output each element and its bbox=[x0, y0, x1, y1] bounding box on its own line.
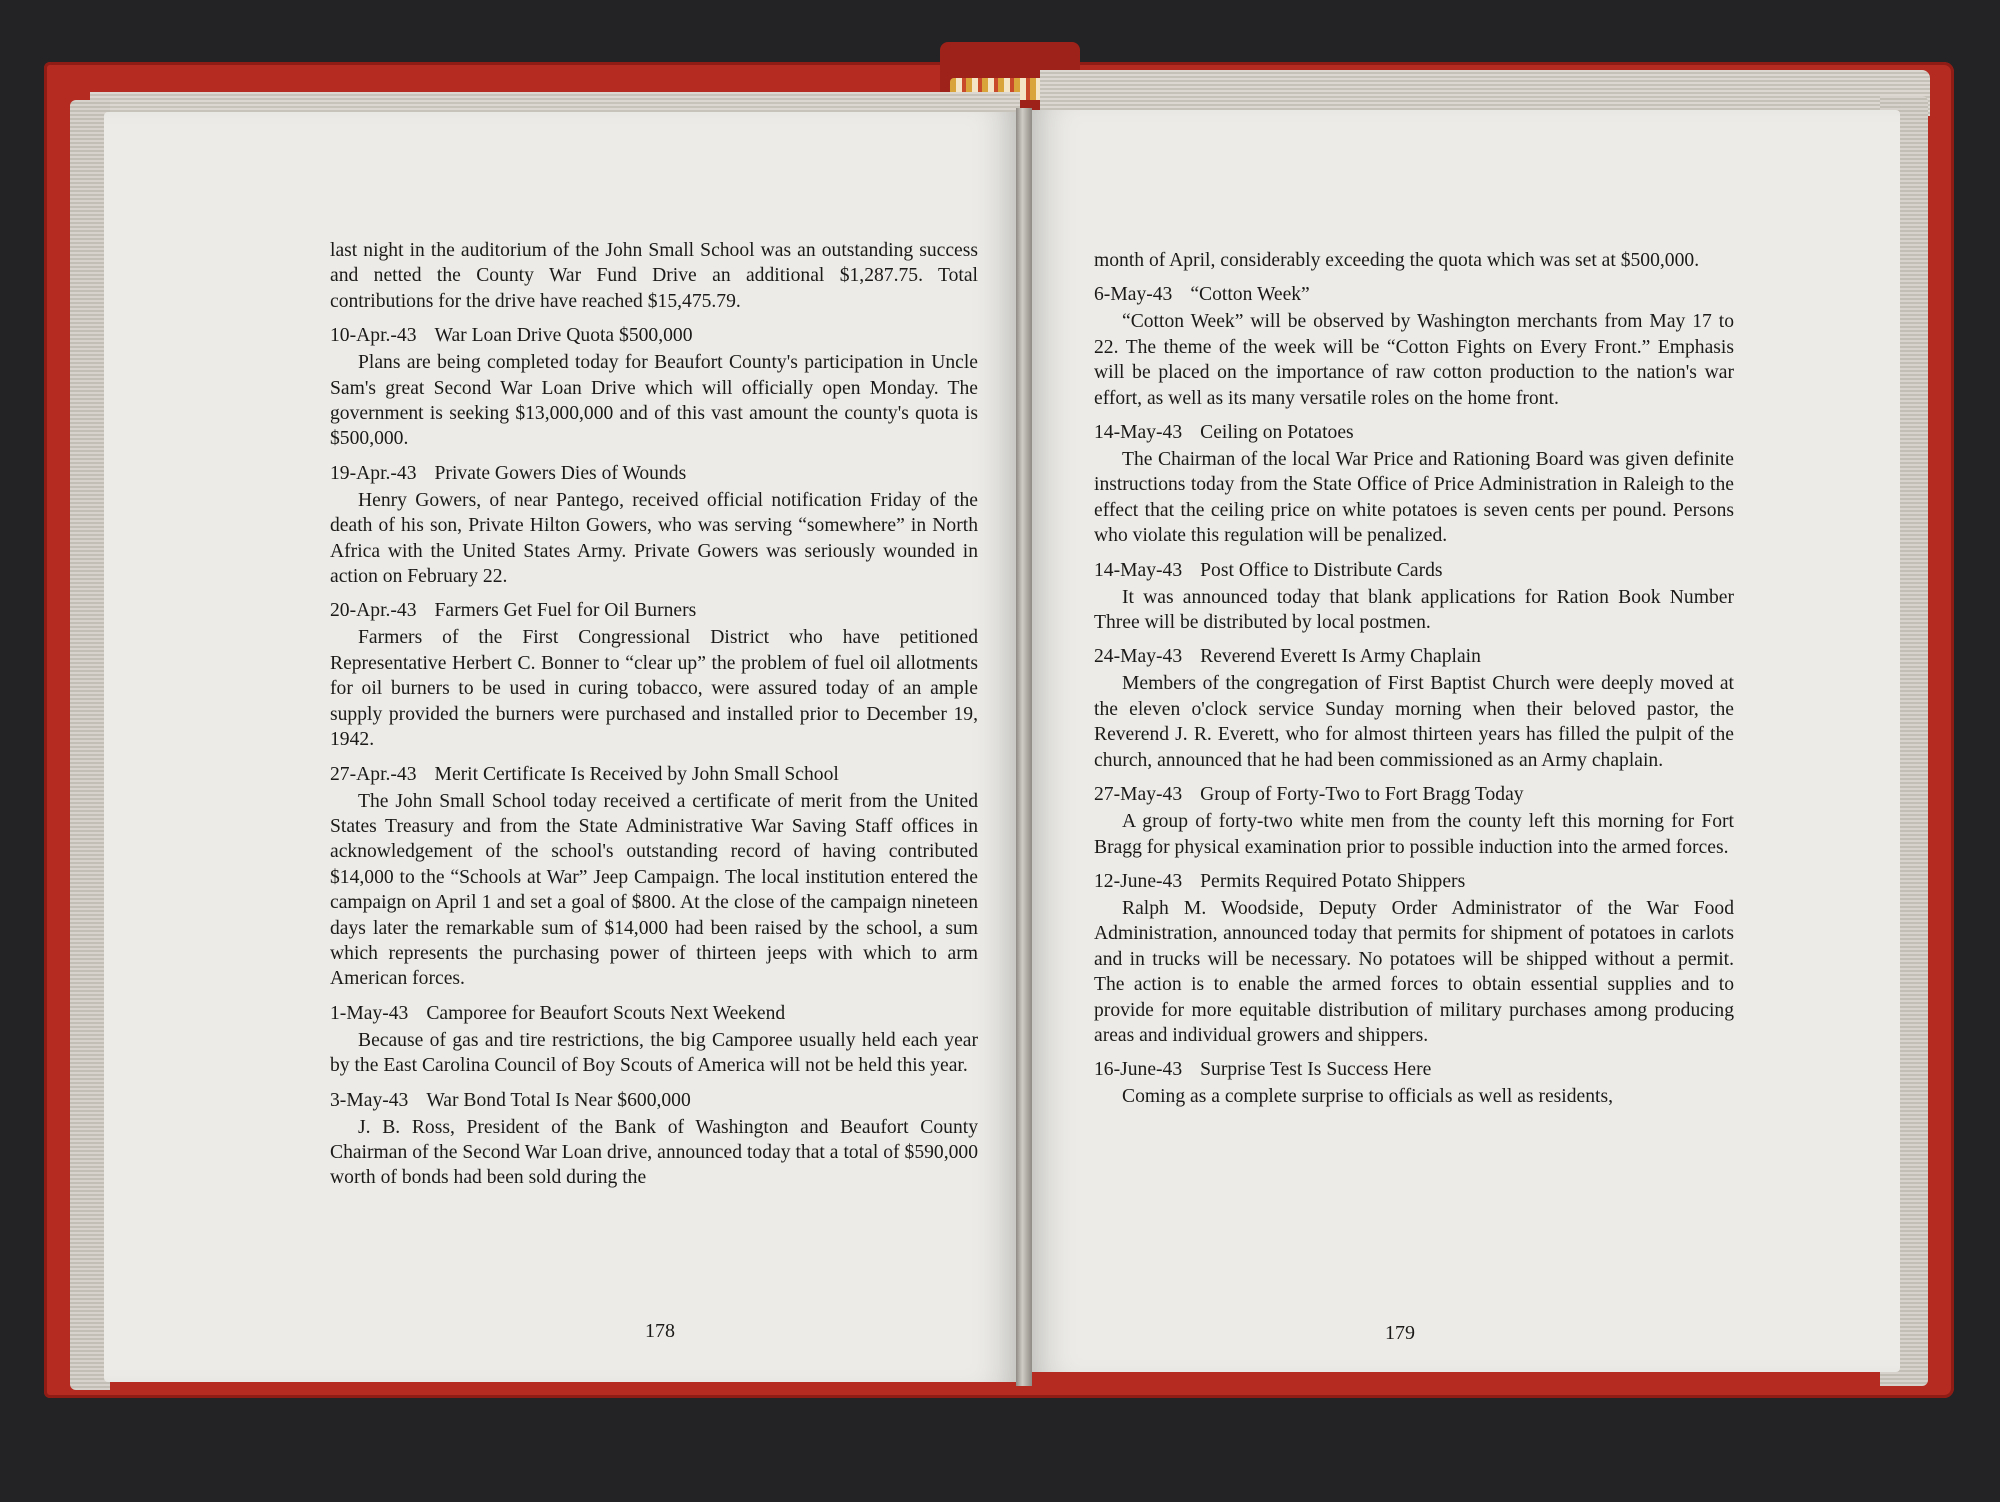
entry-heading bbox=[1094, 282, 1734, 307]
entry-body: It was announced today that blank applications for Ration Book Number Three will be distributed by local postmen. bbox=[1094, 586, 1734, 634]
entry-date: 14-May-43 bbox=[1094, 559, 1183, 581]
entry-heading bbox=[1094, 782, 1734, 807]
entry-body: Farmers of the First Congressional District who have petitioned Representative Herbert C. Bonner to “clear up” the problem of fuel oil allotments for oil burners to be used in curing tobacco, were assured today of an ample supply provided the burners were purchased and installed prior to December 19, 1942. bbox=[330, 627, 978, 751]
entry-headline: Group of Forty-Two to Fort Bragg Today bbox=[1200, 784, 1524, 806]
chronology-entry bbox=[1094, 420, 1734, 549]
chronology-entry bbox=[1094, 558, 1734, 636]
entry-headline: Permits Required Potato Shippers bbox=[1200, 870, 1466, 892]
entry-date: 27-Apr.-43 bbox=[330, 763, 417, 785]
book-gutter bbox=[1016, 108, 1032, 1386]
chronology-entry bbox=[330, 1001, 978, 1079]
entry-date: 19-Apr.-43 bbox=[330, 462, 417, 484]
entry-headline: Camporee for Beaufort Scouts Next Weekend bbox=[426, 1002, 786, 1024]
entry-heading bbox=[1094, 644, 1734, 669]
entry-headline: Post Office to Distribute Cards bbox=[1200, 559, 1443, 581]
chronology-entry bbox=[330, 1088, 978, 1191]
entry-body: Coming as a complete surprise to officials as well as residents, bbox=[1122, 1086, 1614, 1108]
entry-headline: Reverend Everett Is Army Chaplain bbox=[1200, 646, 1481, 668]
entry-date: 3-May-43 bbox=[330, 1089, 409, 1111]
entry-headline: Ceiling on Potatoes bbox=[1200, 422, 1354, 444]
right-page-text bbox=[1094, 248, 1734, 1110]
entry-headline: Farmers Get Fuel for Oil Burners bbox=[434, 600, 697, 622]
entry-body: The Chairman of the local War Price and Rationing Board was given definite instructions today from the State Office of Price Administration in Raleigh to the effect that the ceiling price on white potatoes is seven cents per pound. Persons who violate this regulation will be penalized. bbox=[1094, 449, 1734, 547]
chronology-entry bbox=[330, 461, 978, 590]
entry-heading bbox=[330, 1088, 978, 1113]
entry-headline: “Cotton Week” bbox=[1190, 284, 1310, 306]
left-page-text bbox=[330, 238, 978, 1191]
entry-headline: Merit Certificate Is Received by John Small School bbox=[434, 763, 839, 785]
entry-body: J. B. Ross, President of the Bank of Washington and Beaufort County Chairman of the Second War Loan drive, announced today that a total of $590,000 worth of bonds had been sold during the bbox=[330, 1116, 978, 1189]
chronology-entry bbox=[330, 598, 978, 752]
entry-date: 14-May-43 bbox=[1094, 422, 1183, 444]
entry-heading bbox=[330, 1001, 978, 1026]
chronology-entry bbox=[1094, 1057, 1734, 1109]
entry-body: Because of gas and tire restrictions, the big Camporee usually held each year by the East Carolina Council of Boy Scouts of America will not be held this year. bbox=[330, 1029, 978, 1077]
chronology-entry bbox=[330, 762, 978, 992]
entry-body: Henry Gowers, of near Pantego, received official notification Friday of the death of his son, Private Hilton Gowers, who was serving “somewhere” in North Africa with the United States Army. Private Gowers was seriously wounded in action on February 22. bbox=[330, 489, 978, 588]
entry-heading bbox=[330, 762, 978, 787]
entry-headline: War Bond Total Is Near $600,000 bbox=[426, 1089, 691, 1111]
entry-body: The John Small School today received a certificate of merit from the United States Treasury and from the State Administrative War Saving Staff offices in acknowledgement of the school's outstanding record of having contributed $14,000 to the “Schools at War” Jeep Campaign. The local institution entered the campaign on April 1 and set a goal of $800. At the close of the campaign nineteen days later the remarkable sum of $14,000 had been raised by the school, a sum which represents the purchasing power of thirteen jeeps with which to arm American forces. bbox=[330, 790, 978, 990]
entry-heading bbox=[1094, 1057, 1734, 1082]
entry-heading bbox=[330, 461, 978, 486]
entry-date: 10-Apr.-43 bbox=[330, 325, 417, 347]
opening-paragraph: month of April, considerably exceeding the quota which was set at $500,000. bbox=[1094, 250, 1700, 271]
entry-body: Plans are being completed today for Beaufort County's participation in Uncle Sam's great Second War Loan Drive which will officially open Monday. The government is seeking $13,000,000 and of this vast amount the county's quota is $500,000. bbox=[330, 352, 978, 450]
page-number: 178 bbox=[645, 1320, 675, 1342]
entry-headline: War Loan Drive Quota $500,000 bbox=[434, 325, 693, 347]
entry-date: 27-May-43 bbox=[1094, 784, 1183, 806]
chronology-entry bbox=[1094, 644, 1734, 773]
entry-headline: Surprise Test Is Success Here bbox=[1200, 1059, 1432, 1081]
entry-heading bbox=[330, 598, 978, 623]
chronology-entry bbox=[1094, 782, 1734, 860]
entry-date: 1-May-43 bbox=[330, 1002, 409, 1024]
entry-heading bbox=[1094, 420, 1734, 445]
entry-body: “Cotton Week” will be observed by Washington merchants from May 17 to 22. The theme of the week will be “Cotton Fights on Every Front.” Emphasis will be placed on the importance of raw cotton production to the nation's war effort, as well as its many versatile roles on the home front. bbox=[1094, 311, 1734, 409]
chronology-entry bbox=[1094, 869, 1734, 1048]
entry-date: 6-May-43 bbox=[1094, 284, 1173, 306]
chronology-entry bbox=[330, 323, 978, 452]
entry-date: 12-June-43 bbox=[1094, 870, 1183, 892]
entry-body: Ralph M. Woodside, Deputy Order Administrator of the War Food Administration, announced today that permits for shipment of potatoes in carlots and in trucks will be necessary. No potatoes will be shipped without a permit. The action is to enable the armed forces to obtain essential supplies and to provide for more equitable distribution of military purchases among producing areas and individual growers and shippers. bbox=[1094, 897, 1734, 1046]
entry-date: 24-May-43 bbox=[1094, 646, 1183, 668]
opening-paragraph: last night in the auditorium of the John Small School was an outstanding success and netted the County War Fund Drive an additional $1,287.75. Total contributions for the drive have reached $15,475.79. bbox=[330, 240, 978, 312]
entry-headline: Private Gowers Dies of Wounds bbox=[434, 462, 687, 484]
chronology-entry bbox=[1094, 282, 1734, 411]
entry-heading bbox=[1094, 558, 1734, 583]
entry-heading bbox=[1094, 869, 1734, 894]
entry-date: 16-June-43 bbox=[1094, 1059, 1183, 1081]
entry-date: 20-Apr.-43 bbox=[330, 600, 417, 622]
page-number: 179 bbox=[1385, 1322, 1415, 1344]
entry-heading bbox=[330, 323, 978, 348]
entry-body: Members of the congregation of First Baptist Church were deeply moved at the eleven o'clock service Sunday morning when their beloved pastor, the Reverend J. R. Everett, who for almost thirteen years has filled the pulpit of the church, announced that he had been commissioned as an Army chaplain. bbox=[1094, 673, 1734, 771]
entry-body: A group of forty-two white men from the county left this morning for Fort Bragg for physical examination prior to possible induction into the armed forces. bbox=[1094, 811, 1734, 858]
